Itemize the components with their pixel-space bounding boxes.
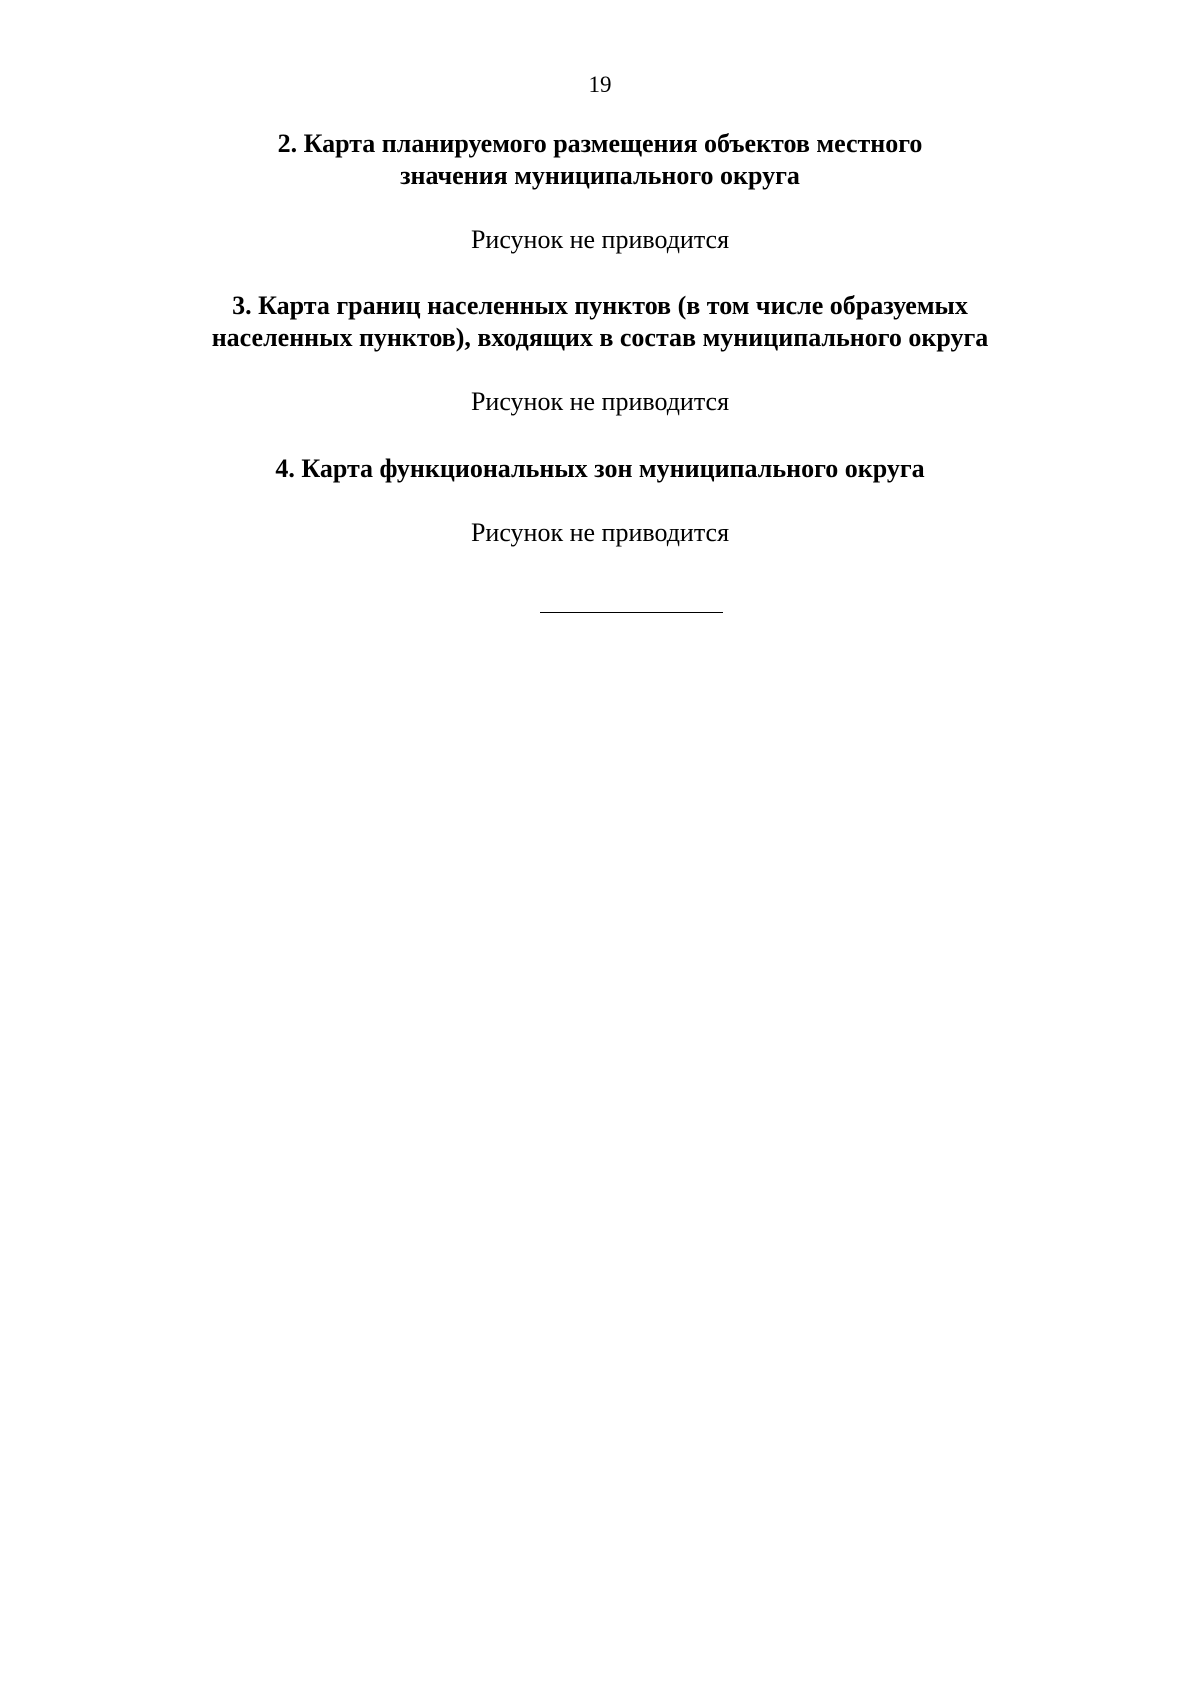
page-number: 19 (588, 72, 612, 97)
figure-omitted-note: Рисунок не приводится (470, 387, 730, 416)
figure-omitted-note: Рисунок не приводится (470, 225, 730, 254)
section-title-line: 2. Карта планируемого размещения объектов местного (277, 129, 923, 158)
figure-omitted-note: Рисунок не приводится (470, 518, 730, 547)
section-title-2 (150, 128, 1050, 192)
section-title-4 (150, 453, 1050, 485)
section-title-line: значения муниципального округа (400, 161, 800, 190)
section-title-line: населенных пунктов), входящих в состав муниципального округа (211, 323, 989, 352)
section-title-line: 3. Карта границ населенных пунктов (в том числе образуемых (232, 291, 968, 320)
section-title-3 (150, 290, 1050, 354)
end-divider-line (540, 612, 723, 613)
section-title-line: 4. Карта функциональных зон муниципального округа (275, 454, 925, 483)
